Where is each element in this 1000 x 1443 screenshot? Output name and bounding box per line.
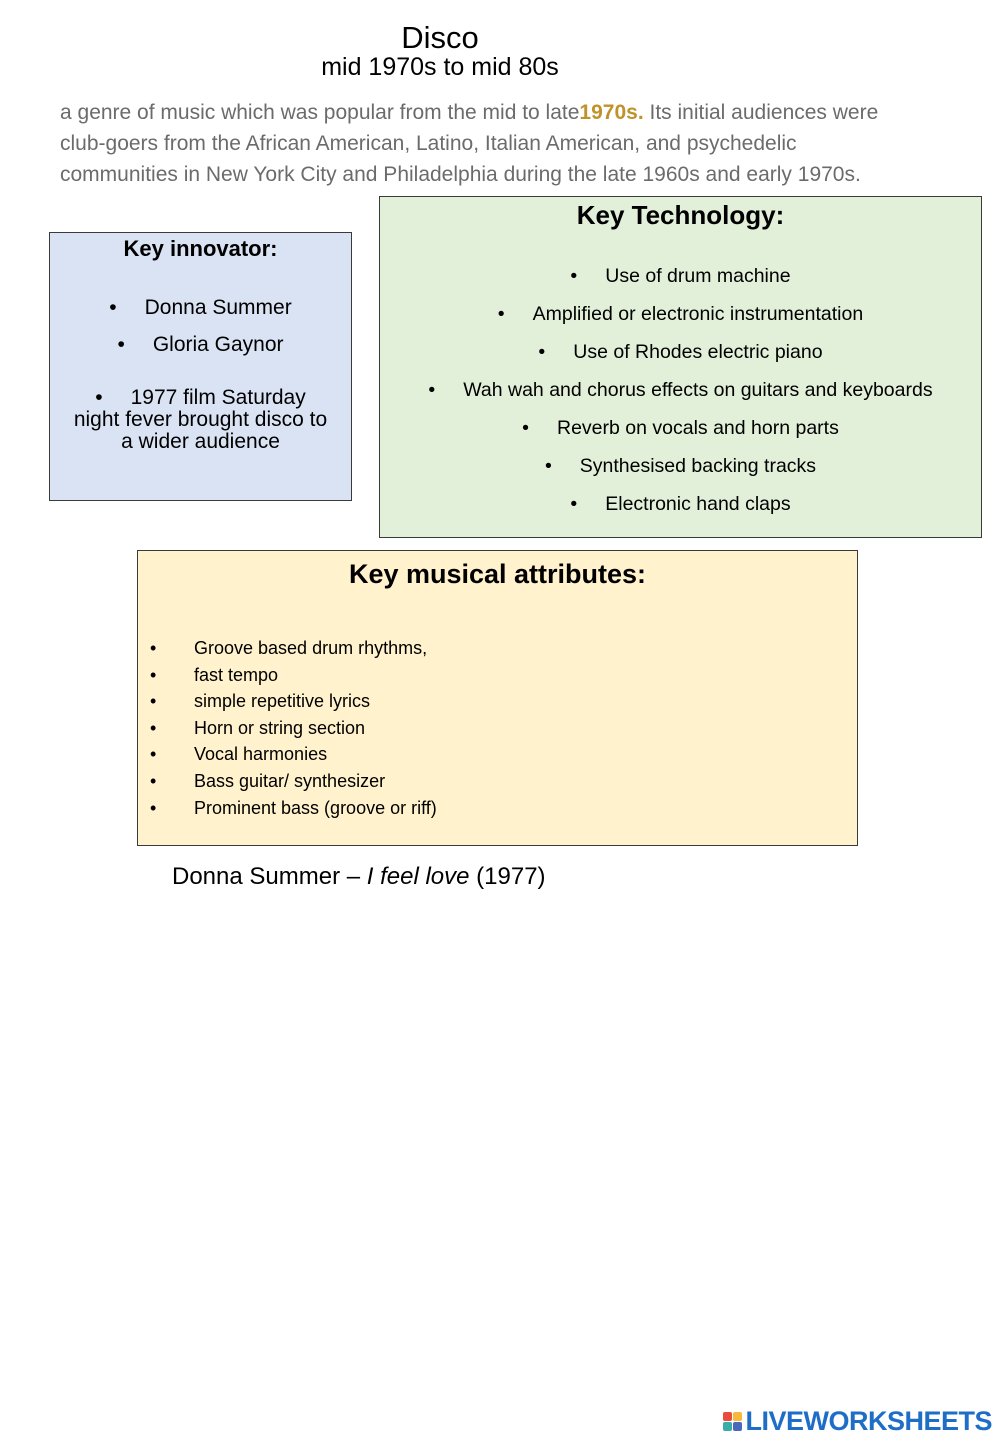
list-item: • 1977 film Saturday night fever brought disco to a wider audience	[73, 386, 328, 453]
bullet-icon: •	[150, 770, 157, 791]
bullet-icon: •	[150, 664, 157, 685]
list-item: • Electronic hand claps	[380, 485, 981, 523]
key-innovator-heading: Key innovator:	[123, 236, 278, 261]
song-reference	[172, 861, 546, 893]
bullet-icon: •	[117, 333, 125, 356]
list-item: • fast tempo	[150, 662, 437, 689]
key-musical-attributes-heading: Key musical attributes:	[348, 559, 647, 589]
bullet-icon: •	[95, 386, 103, 409]
bullet-icon: •	[150, 797, 157, 818]
bullet-icon: •	[570, 493, 578, 515]
list-item: • Use of Rhodes electric piano	[380, 333, 981, 371]
bullet-icon: •	[109, 296, 117, 319]
page-subtitle: mid 1970s to mid 80s	[321, 53, 559, 81]
key-innovator-box	[49, 232, 352, 501]
bullet-icon: •	[150, 744, 157, 765]
list-item: • Bass guitar/ synthesizer	[150, 768, 437, 795]
song-year: (1977)	[476, 863, 546, 890]
bullet-icon: •	[570, 265, 578, 287]
key-technology-list	[380, 257, 981, 523]
list-item: • Wah wah and chorus effects on guitars and keyboards	[380, 371, 981, 409]
key-musical-attributes-list	[150, 635, 437, 821]
intro-text-end: Its initial audiences were club-goers from the African American, Latino, Italian American, and psychedelic communities in New York City and Philadelphia during the late 1960s and early 1970s.	[60, 101, 879, 186]
list-item: • Use of drum machine	[380, 257, 981, 295]
list-item: • Vocal harmonies	[150, 741, 437, 768]
key-technology-box	[379, 196, 982, 538]
song-title: I feel love	[366, 863, 470, 890]
key-musical-attributes-box	[137, 550, 858, 846]
bullet-icon: •	[522, 417, 529, 439]
bullet-icon: •	[150, 638, 157, 658]
bullet-icon: •	[538, 341, 546, 363]
bullet-icon: •	[428, 379, 436, 401]
list-item: • Groove based drum rhythms,	[150, 635, 437, 662]
key-technology-heading: Key Technology:	[576, 200, 785, 230]
liveworksheets-logo	[723, 1406, 992, 1437]
list-item: • Gloria Gaynor	[50, 326, 351, 363]
bullet-icon: •	[544, 455, 552, 477]
bullet-icon: •	[150, 691, 157, 712]
key-innovator-list	[50, 289, 351, 453]
bullet-icon: •	[150, 717, 157, 738]
logo-mark-icon	[723, 1412, 742, 1431]
logo-text: LIVEWORKSHEETS	[745, 1406, 992, 1436]
page-title: Disco	[401, 20, 479, 55]
intro-highlight: 1970s.	[579, 101, 644, 124]
list-item: • Reverb on vocals and horn parts	[380, 409, 981, 447]
list-item: • Donna Summer	[50, 289, 351, 326]
list-item: • simple repetitive lyrics	[150, 688, 437, 715]
list-item: • Horn or string section	[150, 715, 437, 742]
list-item: • Prominent bass (groove or riff)	[150, 795, 437, 822]
list-item: • Synthesised backing tracks	[380, 447, 981, 485]
song-artist: Donna Summer –	[172, 863, 361, 890]
intro-text-start: a genre of music which was popular from the mid to late	[60, 101, 580, 124]
list-item: • Amplified or electronic instrumentation	[380, 295, 981, 333]
intro-paragraph	[60, 97, 910, 190]
bullet-icon: •	[497, 303, 505, 325]
